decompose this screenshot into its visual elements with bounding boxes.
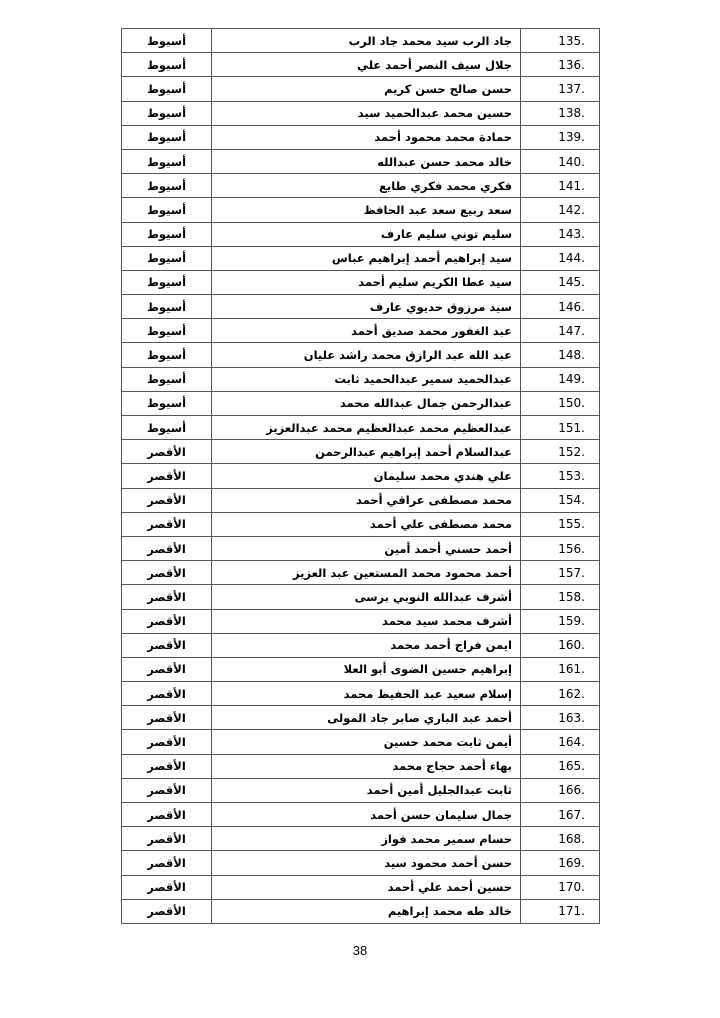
governorate: أسيوط bbox=[122, 246, 212, 270]
governorate: أسيوط bbox=[122, 53, 212, 77]
person-name: إبراهيم حسين الضوى أبو العلا bbox=[212, 657, 521, 681]
governorate: الأقصر bbox=[122, 609, 212, 633]
governorate: أسيوط bbox=[122, 391, 212, 415]
row-number: .136 bbox=[521, 53, 600, 77]
table-row bbox=[122, 246, 600, 270]
table-row bbox=[122, 464, 600, 488]
person-name: حمادة محمد محمود أحمد bbox=[212, 125, 521, 149]
governorate: أسيوط bbox=[122, 222, 212, 246]
governorate: الأقصر bbox=[122, 440, 212, 464]
governorate: أسيوط bbox=[122, 416, 212, 440]
row-number: .141 bbox=[521, 174, 600, 198]
row-number: .150 bbox=[521, 391, 600, 415]
person-name: جاد الرب سيد محمد جاد الرب bbox=[212, 29, 521, 53]
person-name: ايمن فراج أحمد محمد bbox=[212, 633, 521, 657]
governorate: الأقصر bbox=[122, 585, 212, 609]
table-row bbox=[122, 270, 600, 294]
row-number: .159 bbox=[521, 609, 600, 633]
table-row bbox=[122, 633, 600, 657]
governorate: الأقصر bbox=[122, 633, 212, 657]
row-number: .146 bbox=[521, 295, 600, 319]
row-number: .166 bbox=[521, 778, 600, 802]
person-name: سيد إبراهيم أحمد إبراهيم عباس bbox=[212, 246, 521, 270]
person-name: فكري محمد فكري طايع bbox=[212, 174, 521, 198]
table-row bbox=[122, 851, 600, 875]
table-row bbox=[122, 53, 600, 77]
row-number: .168 bbox=[521, 827, 600, 851]
table-row bbox=[122, 416, 600, 440]
table-row bbox=[122, 367, 600, 391]
governorate: الأقصر bbox=[122, 851, 212, 875]
governorate: الأقصر bbox=[122, 803, 212, 827]
row-number: .169 bbox=[521, 851, 600, 875]
governorate: الأقصر bbox=[122, 512, 212, 536]
row-number: .155 bbox=[521, 512, 600, 536]
person-name: أحمد محمود محمد المستعين عبد العزيز bbox=[212, 561, 521, 585]
row-number: .149 bbox=[521, 367, 600, 391]
row-number: .135 bbox=[521, 29, 600, 53]
person-name: سيد عطا الكريم سليم أحمد bbox=[212, 270, 521, 294]
table-row bbox=[122, 585, 600, 609]
person-name: عبدالرحمن جمال عبدالله محمد bbox=[212, 391, 521, 415]
governorate: الأقصر bbox=[122, 754, 212, 778]
row-number: .154 bbox=[521, 488, 600, 512]
person-name: حسن صالح حسن كريم bbox=[212, 77, 521, 101]
governorate: الأقصر bbox=[122, 536, 212, 560]
governorate: الأقصر bbox=[122, 682, 212, 706]
row-number: .170 bbox=[521, 875, 600, 899]
table-row bbox=[122, 536, 600, 560]
row-number: .138 bbox=[521, 101, 600, 125]
row-number: .142 bbox=[521, 198, 600, 222]
table-row bbox=[122, 875, 600, 899]
governorate: الأقصر bbox=[122, 657, 212, 681]
table-row bbox=[122, 730, 600, 754]
table-row bbox=[122, 512, 600, 536]
person-name: حسن أحمد محمود سيد bbox=[212, 851, 521, 875]
row-number: .140 bbox=[521, 149, 600, 173]
governorate: أسيوط bbox=[122, 174, 212, 198]
person-name: خالد طه محمد إبراهيم bbox=[212, 899, 521, 923]
table-row bbox=[122, 682, 600, 706]
table-row bbox=[122, 77, 600, 101]
governorate: أسيوط bbox=[122, 125, 212, 149]
person-name: جلال سيف النصر أحمد علي bbox=[212, 53, 521, 77]
person-name: أيمن ثابت محمد حسين bbox=[212, 730, 521, 754]
table-row bbox=[122, 609, 600, 633]
row-number: .167 bbox=[521, 803, 600, 827]
governorate: أسيوط bbox=[122, 367, 212, 391]
governorate: أسيوط bbox=[122, 343, 212, 367]
table-row bbox=[122, 149, 600, 173]
governorate: الأقصر bbox=[122, 561, 212, 585]
table-row bbox=[122, 754, 600, 778]
table-row bbox=[122, 125, 600, 149]
person-name: خالد محمد حسن عبدالله bbox=[212, 149, 521, 173]
person-name: حسين محمد عبدالحميد سيد bbox=[212, 101, 521, 125]
table-row bbox=[122, 295, 600, 319]
row-number: .165 bbox=[521, 754, 600, 778]
governorate: الأقصر bbox=[122, 730, 212, 754]
row-number: .158 bbox=[521, 585, 600, 609]
row-number: .143 bbox=[521, 222, 600, 246]
person-name: أشرف عبدالله النوبي برسى bbox=[212, 585, 521, 609]
governorate: أسيوط bbox=[122, 319, 212, 343]
names-table-body bbox=[122, 29, 600, 924]
governorate: الأقصر bbox=[122, 827, 212, 851]
page-number: 38 bbox=[352, 943, 368, 958]
governorate: أسيوط bbox=[122, 29, 212, 53]
table-row bbox=[122, 343, 600, 367]
table-row bbox=[122, 561, 600, 585]
table-row bbox=[122, 101, 600, 125]
person-name: سليم توني سليم عارف bbox=[212, 222, 521, 246]
row-number: .153 bbox=[521, 464, 600, 488]
table-row bbox=[122, 488, 600, 512]
row-number: .139 bbox=[521, 125, 600, 149]
row-number: .157 bbox=[521, 561, 600, 585]
person-name: بهاء أحمد حجاج محمد bbox=[212, 754, 521, 778]
governorate: الأقصر bbox=[122, 778, 212, 802]
governorate: أسيوط bbox=[122, 149, 212, 173]
row-number: .161 bbox=[521, 657, 600, 681]
table-row bbox=[122, 803, 600, 827]
table-row bbox=[122, 899, 600, 923]
person-name: سيد مرزوق حديوي عارف bbox=[212, 295, 521, 319]
person-name: محمد مصطفى عراقي أحمد bbox=[212, 488, 521, 512]
governorate: أسيوط bbox=[122, 295, 212, 319]
row-number: .171 bbox=[521, 899, 600, 923]
table-row bbox=[122, 706, 600, 730]
table-row bbox=[122, 391, 600, 415]
table-row bbox=[122, 222, 600, 246]
governorate: أسيوط bbox=[122, 270, 212, 294]
person-name: عبدالسلام أحمد إبراهيم عبدالرحمن bbox=[212, 440, 521, 464]
person-name: محمد مصطفى علي أحمد bbox=[212, 512, 521, 536]
person-name: عبد الغفور محمد صديق أحمد bbox=[212, 319, 521, 343]
person-name: ثابت عبدالجليل أمين أحمد bbox=[212, 778, 521, 802]
person-name: أشرف محمد سيد محمد bbox=[212, 609, 521, 633]
row-number: .151 bbox=[521, 416, 600, 440]
person-name: عبدالعظيم محمد عبدالعظيم محمد عبدالعزيز bbox=[212, 416, 521, 440]
person-name: عبدالحميد سمير عبدالحميد ثابت bbox=[212, 367, 521, 391]
row-number: .160 bbox=[521, 633, 600, 657]
table-row bbox=[122, 198, 600, 222]
governorate: الأقصر bbox=[122, 488, 212, 512]
row-number: .156 bbox=[521, 536, 600, 560]
row-number: .148 bbox=[521, 343, 600, 367]
person-name: إسلام سعيد عبد الحفيظ محمد bbox=[212, 682, 521, 706]
row-number: .163 bbox=[521, 706, 600, 730]
governorate: أسيوط bbox=[122, 77, 212, 101]
person-name: حسين أحمد علي أحمد bbox=[212, 875, 521, 899]
row-number: .144 bbox=[521, 246, 600, 270]
names-table bbox=[121, 28, 600, 924]
governorate: الأقصر bbox=[122, 464, 212, 488]
table-row bbox=[122, 657, 600, 681]
table-row bbox=[122, 440, 600, 464]
row-number: .152 bbox=[521, 440, 600, 464]
person-name: أحمد عبد الباري صابر جاد المولى bbox=[212, 706, 521, 730]
table-row bbox=[122, 827, 600, 851]
governorate: أسيوط bbox=[122, 198, 212, 222]
row-number: .162 bbox=[521, 682, 600, 706]
table-row bbox=[122, 29, 600, 53]
governorate: الأقصر bbox=[122, 899, 212, 923]
governorate: أسيوط bbox=[122, 101, 212, 125]
person-name: جمال سليمان حسن أحمد bbox=[212, 803, 521, 827]
table-row bbox=[122, 319, 600, 343]
row-number: .137 bbox=[521, 77, 600, 101]
row-number: .164 bbox=[521, 730, 600, 754]
table-row bbox=[122, 174, 600, 198]
person-name: سعد ربيع سعد عبد الحافظ bbox=[212, 198, 521, 222]
governorate: الأقصر bbox=[122, 706, 212, 730]
row-number: .145 bbox=[521, 270, 600, 294]
person-name: عبد الله عبد الرازق محمد راشد عليان bbox=[212, 343, 521, 367]
table-row bbox=[122, 778, 600, 802]
person-name: حسام سمير محمد فواز bbox=[212, 827, 521, 851]
person-name: أحمد حسني أحمد أمين bbox=[212, 536, 521, 560]
row-number: .147 bbox=[521, 319, 600, 343]
person-name: علي هندي محمد سليمان bbox=[212, 464, 521, 488]
governorate: الأقصر bbox=[122, 875, 212, 899]
